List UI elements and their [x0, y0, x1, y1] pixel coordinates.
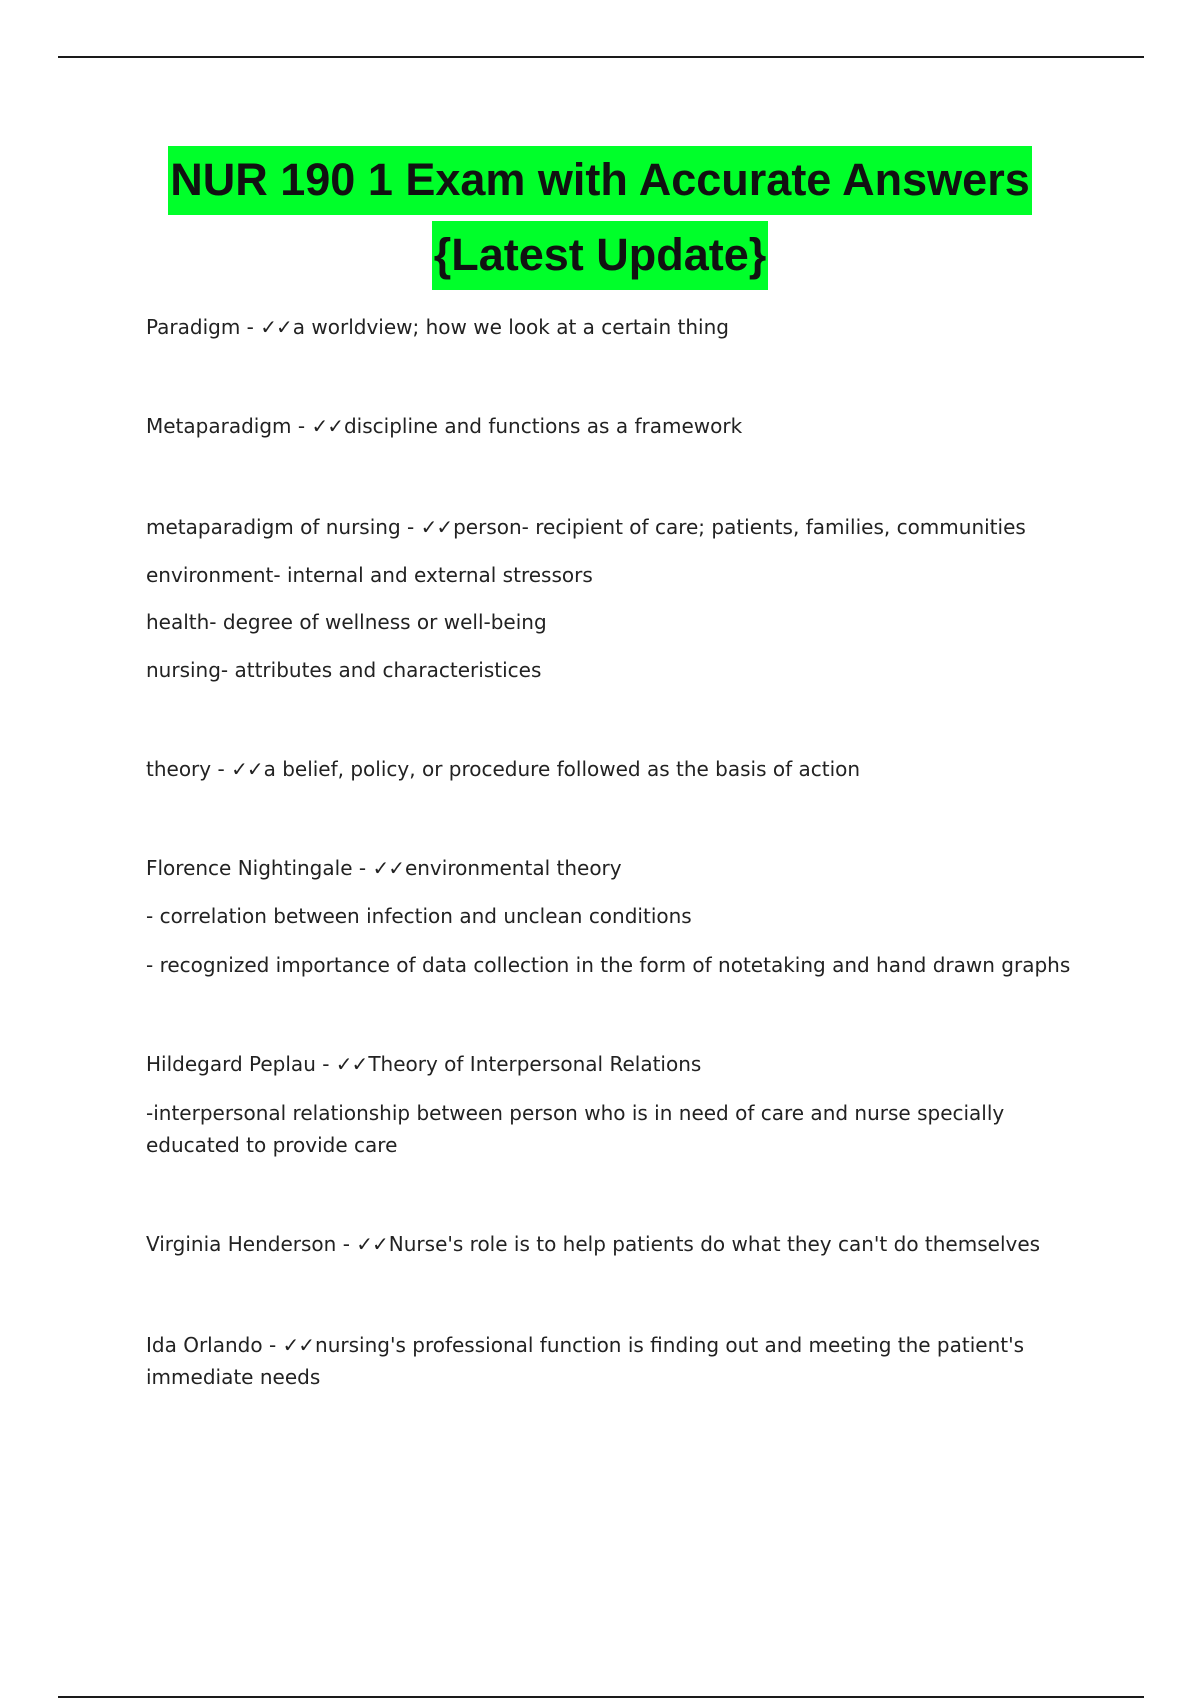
- entry-answer: discipline and functions as a framework: [343, 414, 743, 438]
- entry-answer: environmental theory: [404, 856, 622, 880]
- entry-hildegard-peplau: [146, 1048, 1096, 1080]
- entry-answer: nursing's professional function is finding out and meeting the patient's immediate needs: [146, 1333, 1025, 1389]
- entry-answer: a belief, policy, or procedure followed as the basis of action: [263, 757, 861, 781]
- title-line-2: {Latest Update}: [432, 221, 769, 290]
- entry-term: Metaparadigm -: [146, 414, 312, 438]
- entry-detail: - correlation between infection and unclean conditions: [146, 904, 692, 928]
- entry-term: Virginia Henderson -: [146, 1232, 357, 1256]
- bottom-rule: [58, 1696, 1144, 1698]
- entry-detail: nursing- attributes and characteristices: [146, 658, 542, 682]
- check-icon: ✓✓: [282, 1333, 315, 1357]
- entry-metaparadigm: [146, 410, 1096, 442]
- entry-detail: health- degree of wellness or well-being: [146, 610, 547, 634]
- check-icon: ✓✓: [311, 414, 343, 438]
- entry-term: Florence Nightingale -: [146, 856, 373, 880]
- entry-detail: - recognized importance of data collection in the form of notetaking and hand drawn graphs: [146, 953, 1071, 977]
- entry-term: theory -: [146, 757, 232, 781]
- check-icon: ✓✓: [335, 1052, 368, 1076]
- top-rule: [58, 56, 1144, 58]
- check-icon: ✓✓: [356, 1232, 388, 1256]
- entry-metaparadigm-of-nursing: [146, 511, 1096, 543]
- check-icon: ✓✓: [372, 856, 404, 880]
- entry-term: Hildegard Peplau -: [146, 1052, 336, 1076]
- entry-virginia-henderson: [146, 1228, 1096, 1260]
- check-icon: ✓✓: [231, 757, 263, 781]
- entry-answer: Nurse's role is to help patients do what they can't do themselves: [388, 1232, 1041, 1256]
- entry-detail: -interpersonal relationship between person who is in need of care and nurse specially educated to provide care: [146, 1101, 1005, 1157]
- entry-paradigm: [146, 311, 1096, 343]
- page-title: [0, 146, 1200, 290]
- entry-term: Paradigm -: [146, 315, 261, 339]
- entry-answer: person- recipient of care; patients, families, communities: [453, 515, 1026, 539]
- check-icon: ✓✓: [420, 515, 453, 539]
- entry-florence-nightingale: [146, 852, 1096, 884]
- check-icon: ✓✓: [260, 315, 292, 339]
- entry-answer: Theory of Interpersonal Relations: [368, 1052, 702, 1076]
- entry-term: metaparadigm of nursing -: [146, 515, 421, 539]
- entry-term: Ida Orlando -: [146, 1333, 283, 1357]
- entry-ida-orlando: [146, 1329, 1096, 1393]
- entry-answer: a worldview; how we look at a certain thing: [292, 315, 729, 339]
- title-line-1: NUR 190 1 Exam with Accurate Answers: [168, 146, 1032, 215]
- entry-detail: environment- internal and external stressors: [146, 563, 593, 587]
- entry-theory: [146, 753, 1096, 785]
